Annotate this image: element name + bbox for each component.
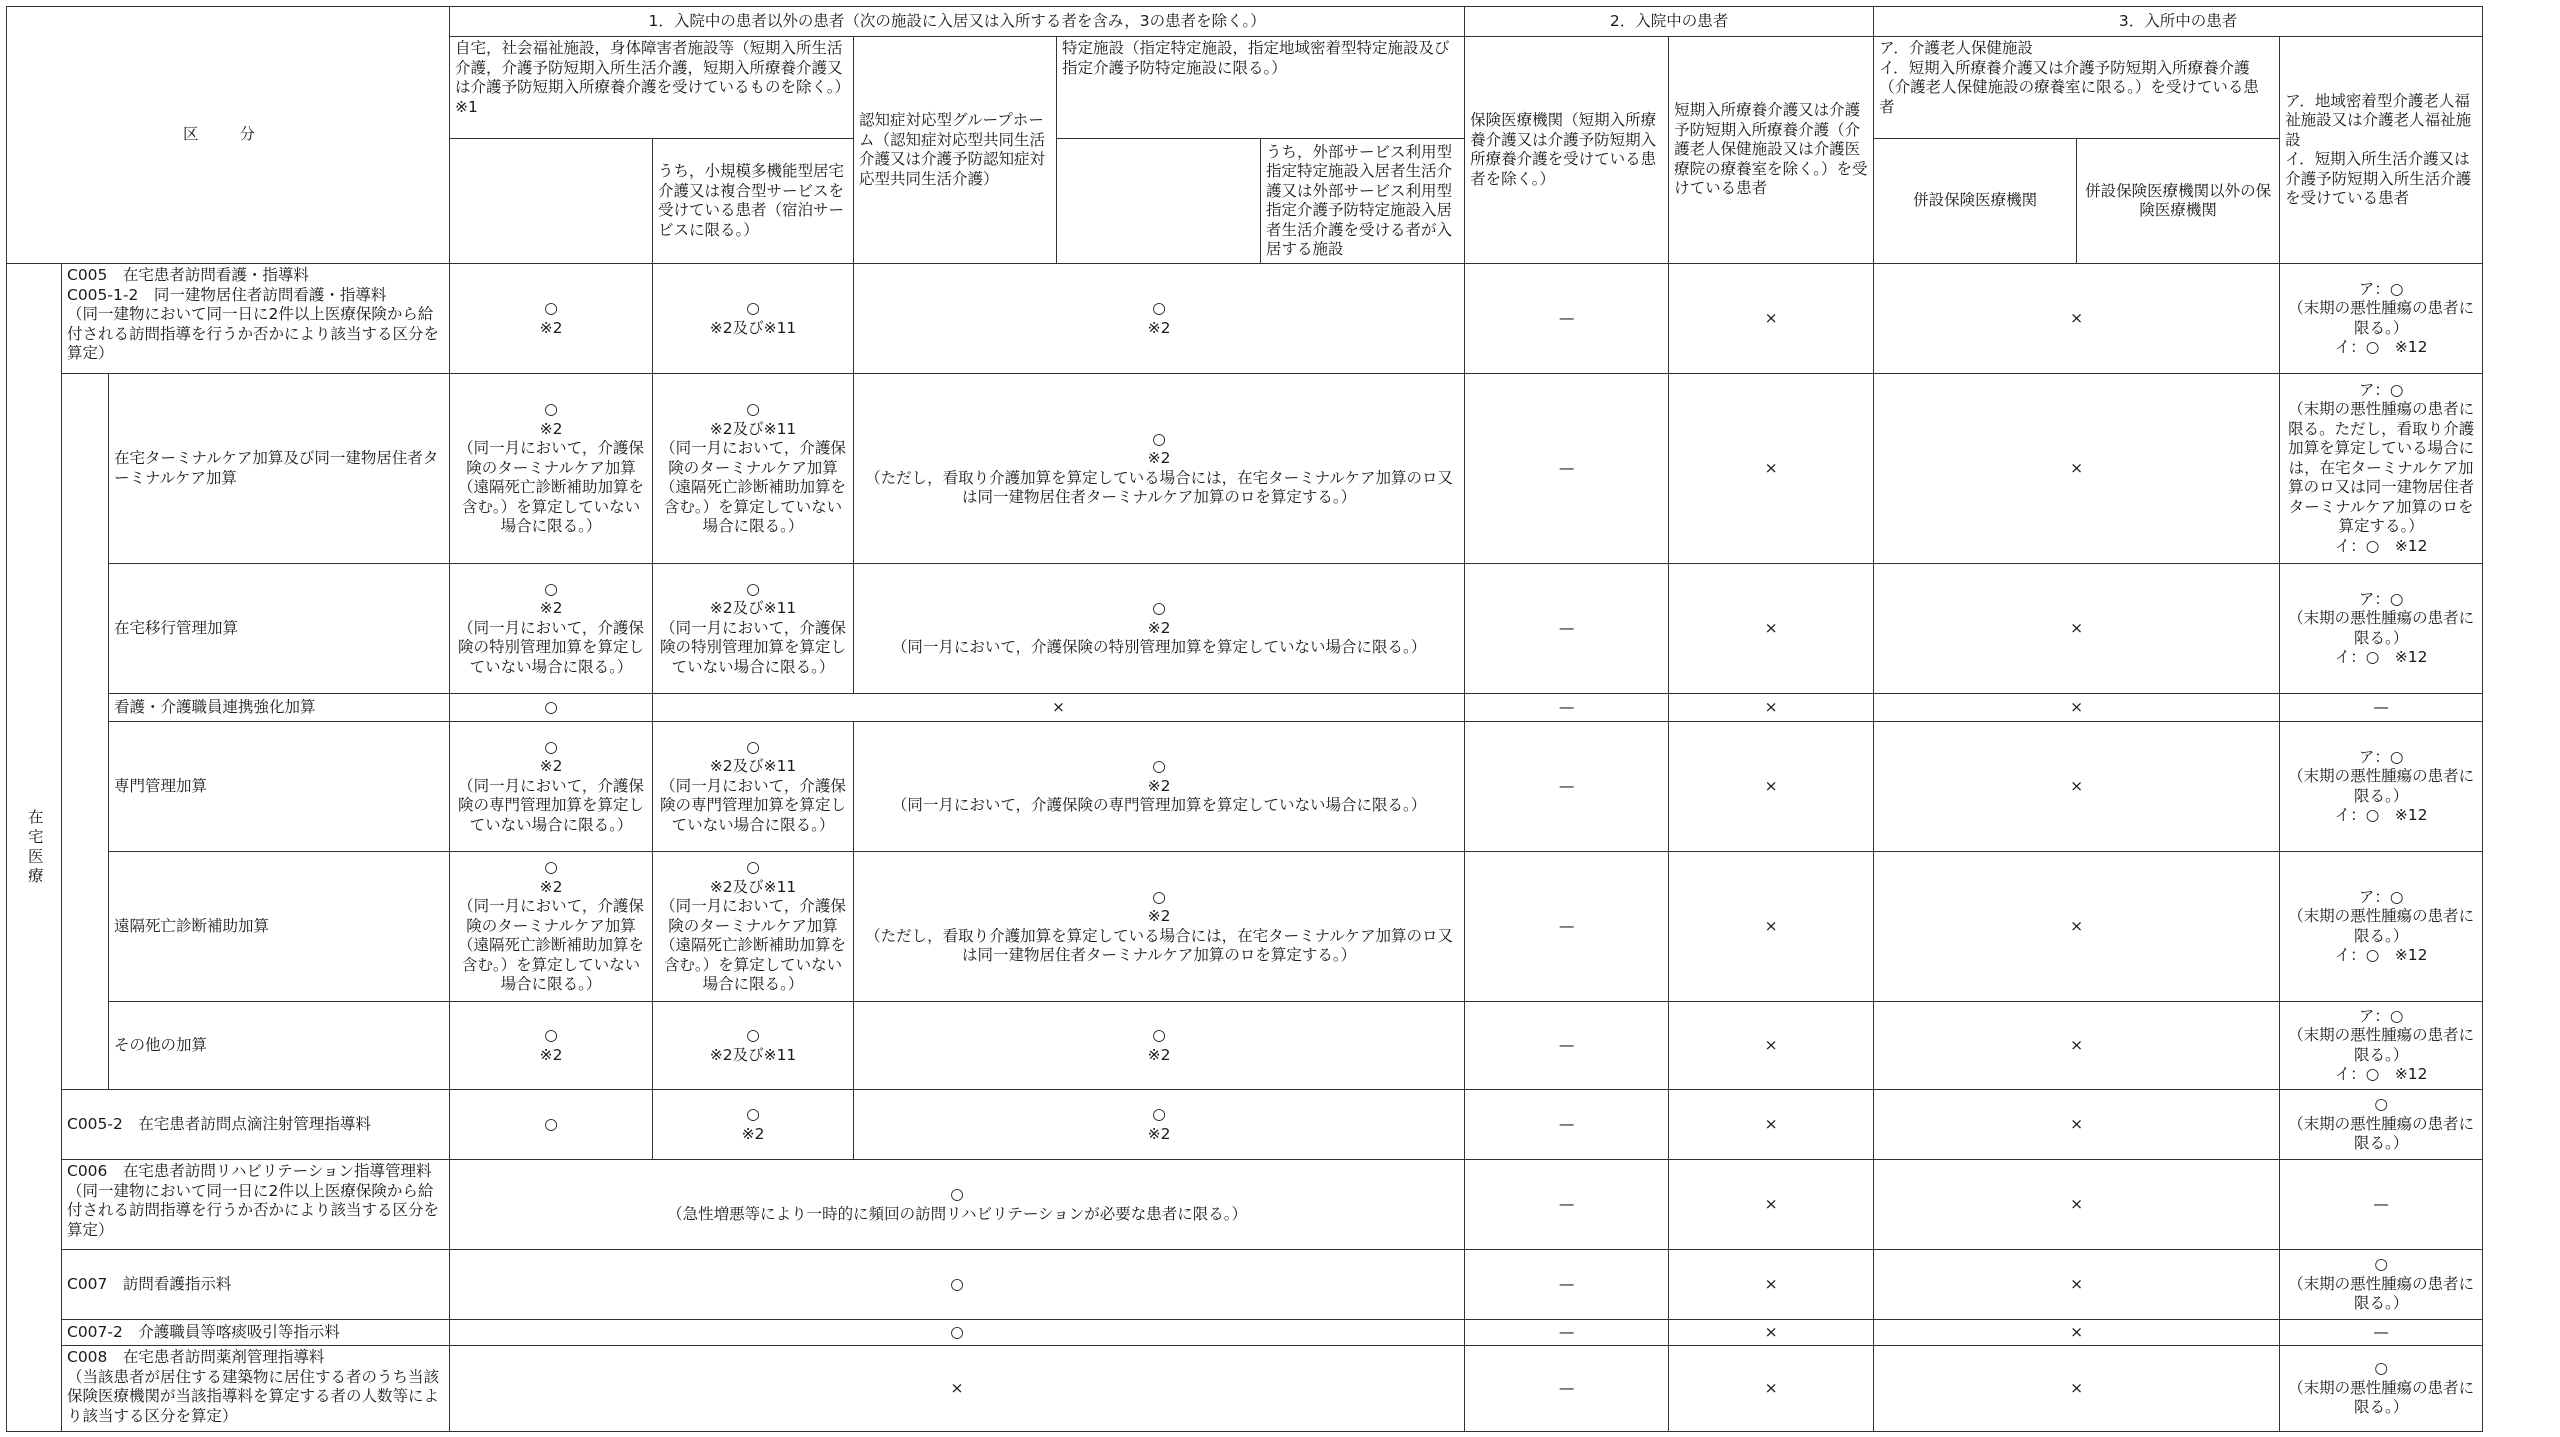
- cell-gh-tokutei: ○ ※2 （同一月において，介護保険の専門管理加算を算定していない場合に限る。）: [854, 722, 1465, 852]
- cell-rest: ×: [653, 694, 1465, 722]
- cell-tokuyo: —: [2280, 1160, 2483, 1250]
- group1-header: 1．入院中の患者以外の患者（次の施設に入居又は入所する者を含み，3の患者を除く。）: [450, 7, 1465, 37]
- cell-gh-tokutei: ○ ※2 （ただし，看取り介護加算を算定している場合には，在宅ターミナルケア加算のロ又は同一建物居住者ターミナルケア加算のロを算定する。）: [854, 374, 1465, 564]
- cell-tanki: ×: [1669, 1320, 1874, 1346]
- cell-tanki: ×: [1669, 264, 1874, 374]
- row-label: C006 在宅患者訪問リハビリテーション指導管理料 （同一建物において同一日に2件以上医療保険から給付される訪問指導を行うか否かにより該当する区分を算定）: [62, 1160, 450, 1250]
- col-tokutei-sub-header: うち，外部サービス利用型指定特定施設入居者生活介護又は外部サービス利用型指定介護予防特定施設入居者生活介護を受ける者が入居する施設: [1261, 139, 1465, 264]
- cell-gh-tokutei: ○ ※2: [854, 264, 1465, 374]
- cell-tokuyo: ア：○ （末期の悪性腫瘍の患者に限る。） イ：○ ※12: [2280, 264, 2483, 374]
- cell-home-sub: ○ ※2及び※11 （同一月において，介護保険のターミナルケア加算（遠隔死亡診断補助加算を含む。）を算定していない場合に限る。）: [653, 852, 854, 1002]
- cell-tanki: ×: [1669, 722, 1874, 852]
- col-home-header: 自宅，社会福祉施設，身体障害者施設等（短期入所生活介護，介護予防短期入所生活介護，短期入所療養介護又は介護予防短期入所療養介護を受けているものを除く。）※1: [450, 37, 854, 139]
- col-home-spacer: [450, 139, 653, 264]
- group3-header: 3．入所中の患者: [1874, 7, 2483, 37]
- cell-roken: ×: [1874, 1346, 2280, 1432]
- cell-home-sub: ○ ※2及び※11: [653, 264, 854, 374]
- cell-tokuyo: ○ （末期の悪性腫瘍の患者に限る。）: [2280, 1090, 2483, 1160]
- cell-gh-tokutei: ○ ※2 （ただし，看取り介護加算を算定している場合には，在宅ターミナルケア加算のロ又は同一建物居住者ターミナルケア加算のロを算定する。）: [854, 852, 1465, 1002]
- cell-home-sub: ○ ※2及び※11 （同一月において，介護保険の特別管理加算を算定していない場合に限る。）: [653, 564, 854, 694]
- cell-span: ○: [450, 1320, 1465, 1346]
- cell-home-sub: ○ ※2及び※11 （同一月において，介護保険の専門管理加算を算定していない場合に限る。）: [653, 722, 854, 852]
- col-tanki-header: 短期入所療養介護又は介護予防短期入所療養介護（介護老人保健施設又は介護医療院の療養室を除く。）を受けている患者: [1669, 37, 1874, 264]
- cell-home: ○ ※2 （同一月において，介護保険のターミナルケア加算（遠隔死亡診断補助加算を含む。）を算定していない場合に限る。）: [450, 852, 653, 1002]
- cell-roken: ×: [1874, 1090, 2280, 1160]
- cell-tanki: ×: [1669, 374, 1874, 564]
- cell-hoken: —: [1465, 264, 1669, 374]
- cell-hoken: —: [1465, 1002, 1669, 1090]
- cell-roken: ×: [1874, 264, 2280, 374]
- cell-tokuyo: ア：○ （末期の悪性腫瘍の患者に限る。） イ：○ ※12: [2280, 852, 2483, 1002]
- cell-home-sub: ○ ※2及び※11 （同一月において，介護保険のターミナルケア加算（遠隔死亡診断補助加算を含む。）を算定していない場合に限る。）: [653, 374, 854, 564]
- col-roken-header: ア．介護老人保健施設 イ．短期入所療養介護又は介護予防短期入所療養介護（介護老人保健施設の療養室に限る。）を受けている患者: [1874, 37, 2280, 139]
- cell-roken: ×: [1874, 722, 2280, 852]
- cell-hoken: —: [1465, 374, 1669, 564]
- cell-hoken: —: [1465, 1320, 1669, 1346]
- row-label: 在宅移行管理加算: [109, 564, 450, 694]
- row-label: C008 在宅患者訪問薬剤管理指導料 （当該患者が居住する建築物に居住する者のうち当該保険医療機関が当該指導料を算定する者の人数等により該当する区分を算定）: [62, 1346, 450, 1432]
- cell-gh-tokutei: ○ ※2: [854, 1090, 1465, 1160]
- col-tokutei-spacer: [1057, 139, 1261, 264]
- cell-tokuyo: ○ （末期の悪性腫瘍の患者に限る。）: [2280, 1250, 2483, 1320]
- cell-tokuyo: ア：○ （末期の悪性腫瘍の患者に限る。） イ：○ ※12: [2280, 564, 2483, 694]
- row-label: 看護・介護職員連携強化加算: [109, 694, 450, 722]
- row-label: C005 在宅患者訪問看護・指導料 C005-1-2 同一建物居住者訪問看護・指導料 （同一建物において同一日に2件以上医療保険から給付される訪問指導を行うか否かにより該当する区分を算定）: [62, 264, 450, 374]
- cell-tokuyo: ア：○ （末期の悪性腫瘍の患者に限る。） イ：○ ※12: [2280, 722, 2483, 852]
- cell-tanki: ×: [1669, 1160, 1874, 1250]
- cell-tokuyo: —: [2280, 694, 2483, 722]
- col-home-sub-header: うち，小規模多機能型居宅介護又は複合型サービスを受けている患者（宿泊サービスに限る。）: [653, 139, 854, 264]
- cell-roken: ×: [1874, 564, 2280, 694]
- cell-tanki: ×: [1669, 694, 1874, 722]
- cell-roken: ×: [1874, 694, 2280, 722]
- cell-home: ○: [450, 694, 653, 722]
- cell-span: ○: [450, 1250, 1465, 1320]
- cell-home: ○ ※2 （同一月において，介護保険のターミナルケア加算（遠隔死亡診断補助加算を含む。）を算定していない場合に限る。）: [450, 374, 653, 564]
- row-label: その他の加算: [109, 1002, 450, 1090]
- row-label: C007-2 介護職員等喀痰吸引等指示料: [62, 1320, 450, 1346]
- cell-hoken: —: [1465, 1160, 1669, 1250]
- indent-spacer: [62, 374, 109, 1090]
- cell-tokuyo: —: [2280, 1320, 2483, 1346]
- cell-home: ○: [450, 1090, 653, 1160]
- cell-hoken: —: [1465, 1250, 1669, 1320]
- row-label: 専門管理加算: [109, 722, 450, 852]
- row-label: 遠隔死亡診断補助加算: [109, 852, 450, 1002]
- cell-gh-tokutei: ○ ※2 （同一月において，介護保険の特別管理加算を算定していない場合に限る。）: [854, 564, 1465, 694]
- row-label: 在宅ターミナルケア加算及び同一建物居住者ターミナルケア加算: [109, 374, 450, 564]
- cell-roken: ×: [1874, 1320, 2280, 1346]
- cell-home: ○ ※2: [450, 264, 653, 374]
- table-wrapper: [6, 6, 2483, 1432]
- cell-roken: ×: [1874, 1002, 2280, 1090]
- cell-tanki: ×: [1669, 1346, 1874, 1432]
- cell-home-sub: ○ ※2及び※11: [653, 1002, 854, 1090]
- medical-fee-table: [6, 6, 2483, 1432]
- kubun-header: 区 分: [7, 7, 450, 264]
- cell-hoken: —: [1465, 1090, 1669, 1160]
- row-label: C005-2 在宅患者訪問点滴注射管理指導料: [62, 1090, 450, 1160]
- cell-tanki: ×: [1669, 852, 1874, 1002]
- cell-home: ○ ※2: [450, 1002, 653, 1090]
- cell-tokuyo: ○ （末期の悪性腫瘍の患者に限る。）: [2280, 1346, 2483, 1432]
- cell-tokuyo: ア：○ （末期の悪性腫瘍の患者に限る。ただし，看取り介護加算を算定している場合には，在宅ターミナルケア加算のロ又は同一建物居住者ターミナルケア加算のロを算定する。） イ：○ ※12: [2280, 374, 2483, 564]
- col-tokuyo-header: ア．地域密着型介護老人福祉施設又は介護老人福祉施設 イ．短期入所生活介護又は介護予防短期入所生活介護を受けている患者: [2280, 37, 2483, 264]
- cell-roken: ×: [1874, 1250, 2280, 1320]
- col-hoken-header: 保険医療機関（短期入所療養介護又は介護予防短期入所療養介護を受けている患者を除く。）: [1465, 37, 1669, 264]
- cell-roken: ×: [1874, 374, 2280, 564]
- col-heisetsu-header: 併設保険医療機関: [1874, 139, 2077, 264]
- section-label: 在宅医療: [7, 264, 62, 1432]
- group2-header: 2．入院中の患者: [1465, 7, 1874, 37]
- row-label: C007 訪問看護指示料: [62, 1250, 450, 1320]
- cell-roken: ×: [1874, 1160, 2280, 1250]
- cell-hoken: —: [1465, 1346, 1669, 1432]
- cell-span: ○ （急性増悪等により一時的に頻回の訪問リハビリテーションが必要な患者に限る。）: [450, 1160, 1465, 1250]
- cell-home: ○ ※2 （同一月において，介護保険の専門管理加算を算定していない場合に限る。）: [450, 722, 653, 852]
- cell-home-sub: ○ ※2: [653, 1090, 854, 1160]
- cell-hoken: —: [1465, 694, 1669, 722]
- col-tokutei-header: 特定施設（指定特定施設，指定地域密着型特定施設及び指定介護予防特定施設に限る。）: [1057, 37, 1465, 139]
- cell-tanki: ×: [1669, 564, 1874, 694]
- col-heisetsu-other-header: 併設保険医療機関以外の保険医療機関: [2077, 139, 2280, 264]
- cell-tanki: ×: [1669, 1002, 1874, 1090]
- cell-span: ×: [450, 1346, 1465, 1432]
- cell-hoken: —: [1465, 852, 1669, 1002]
- cell-tokuyo: ア：○ （末期の悪性腫瘍の患者に限る。） イ：○ ※12: [2280, 1002, 2483, 1090]
- cell-tanki: ×: [1669, 1250, 1874, 1320]
- cell-hoken: —: [1465, 722, 1669, 852]
- cell-roken: ×: [1874, 852, 2280, 1002]
- cell-tanki: ×: [1669, 1090, 1874, 1160]
- cell-hoken: —: [1465, 564, 1669, 694]
- cell-gh-tokutei: ○ ※2: [854, 1002, 1465, 1090]
- cell-home: ○ ※2 （同一月において，介護保険の特別管理加算を算定していない場合に限る。）: [450, 564, 653, 694]
- col-gh-header: 認知症対応型グループホーム（認知症対応型共同生活介護又は介護予防認知症対応型共同生活介護）: [854, 37, 1057, 264]
